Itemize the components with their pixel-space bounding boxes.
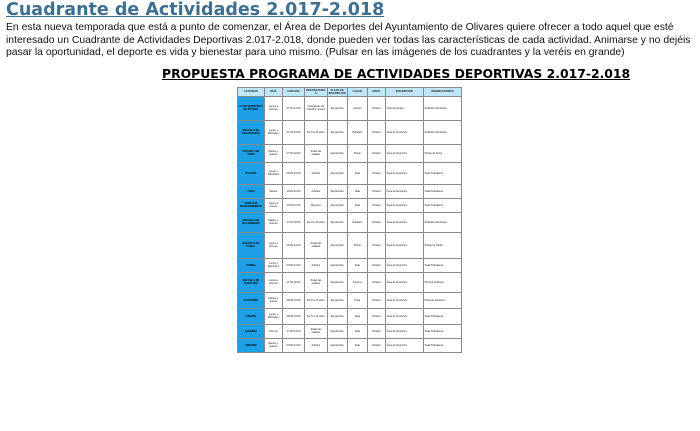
cell-hours: 16:00-21:00 [282, 232, 304, 258]
cell-target: Adultos [305, 162, 327, 184]
cell-deadline: Septiembre [327, 120, 347, 144]
cell-notes: Pistas de Pádel [423, 232, 461, 258]
cell-notes: Sala Polivalente [423, 184, 461, 198]
column-header: INICIO [367, 88, 385, 97]
schedule-rows [238, 96, 462, 352]
cell-days: Lunes a Jueves [264, 198, 282, 212]
cell-place: Pabellón [347, 212, 367, 232]
column-header: DESTINATARIOS [306, 88, 326, 95]
cell-start: Octubre [367, 120, 385, 144]
cell-activity: ATLETISMO [238, 292, 265, 308]
cell-days: Lunes a Viernes [264, 272, 282, 292]
intro-text: En esta nueva temporada que está a punto de comenzar, el Área de Deportes del Ayuntamiento de Olivares quiere ofrecer a todo aquel que esté interesado un Cuadrante de Actividades Deportivas 2.017-2.018, donde pueden ver todas las características de cada actividad. Animarse y no dejéis pasar la oportunidad, el deporte es vida y bienestar para uno mismo. (Pulsar en las imágenes de los cuadrantes y la veréis en grande) [6, 22, 691, 59]
cell-signup: Área de Deportes [385, 308, 423, 324]
cell-signup: Club Deportivo [385, 96, 423, 120]
cell-place: Pista [347, 292, 367, 308]
schedule-title: PROPUESTA PROGRAMA DE ACTIVIDADES DEPORTIVAS 2.017-2.018 [162, 66, 631, 81]
cell-place: Sala [347, 308, 367, 324]
cell-activity: AJEDREZ [238, 324, 265, 338]
column-header: INSCRIPCIÓN [385, 88, 423, 97]
cell-target: Todas las edades [305, 232, 327, 258]
schedule-header-row [238, 88, 462, 97]
column-header: HORARIO [282, 88, 304, 97]
cell-place: Pabellón [347, 120, 367, 144]
cell-days: Lunes a Viernes [264, 96, 282, 120]
cell-signup: Área de Deportes [385, 144, 423, 162]
cell-days: Lunes y Miércoles [264, 162, 282, 184]
cell-notes: Sala Polivalente [423, 324, 461, 338]
cell-signup: Área de Deportes [385, 232, 423, 258]
table-row [238, 96, 462, 120]
cell-place: Sala [347, 184, 367, 198]
cell-start: Octubre [367, 144, 385, 162]
cell-days: Martes y Jueves [264, 338, 282, 352]
table-row [238, 338, 462, 352]
column-header: DÍAS [264, 88, 282, 97]
cell-target: De 6 a 16 años [305, 120, 327, 144]
table-row [238, 232, 462, 258]
cell-deadline: Septiembre [327, 162, 347, 184]
cell-activity: KÁRATE [238, 308, 265, 324]
cell-place: Sala [347, 324, 367, 338]
cell-signup: Área de Deportes [385, 292, 423, 308]
cell-start: Octubre [367, 258, 385, 272]
cell-hours: 17:00-20:00 [282, 272, 304, 292]
cell-start: Octubre [367, 308, 385, 324]
cell-deadline: Septiembre [327, 308, 347, 324]
table-row [238, 144, 462, 162]
schedule-image[interactable] [162, 66, 631, 353]
cell-notes: Pistas de Tenis [423, 144, 461, 162]
cell-target: De 5 a 14 años [305, 308, 327, 324]
cell-place: Piscina [347, 272, 367, 292]
cell-signup: Área de Deportes [385, 162, 423, 184]
table-row [238, 120, 462, 144]
cell-target: Mayores [305, 198, 327, 212]
table-row [238, 272, 462, 292]
table-row [238, 184, 462, 198]
cell-notes: Pista de Atletismo [423, 292, 461, 308]
cell-deadline: Septiembre [327, 184, 347, 198]
cell-place: Campo [347, 96, 367, 120]
cell-deadline: Septiembre [327, 324, 347, 338]
cell-hours: 20:00-21:00 [282, 338, 304, 352]
cell-days: Lunes y Miércoles [264, 258, 282, 272]
schedule-table [237, 87, 462, 353]
cell-activity: ESCUELA DE TENIS [238, 144, 265, 162]
cell-target: De 8 a 16 años [305, 292, 327, 308]
cell-start: Octubre [367, 162, 385, 184]
table-row [238, 292, 462, 308]
cell-notes: Pabellón Municipal [423, 212, 461, 232]
cell-deadline: Septiembre [327, 338, 347, 352]
cell-activity: CLUB DEPORTIVO DE FÚTBOL [238, 96, 265, 120]
cell-notes: Piscina Cubierta [423, 272, 461, 292]
cell-target: Todas las edades [305, 144, 327, 162]
cell-hours: 17:00-19:00 [282, 120, 304, 144]
column-header: LUGAR [347, 88, 367, 97]
cell-target: Todas las edades [305, 324, 327, 338]
cell-deadline: Septiembre [327, 232, 347, 258]
cell-activity: PILATES [238, 162, 265, 184]
cell-place: Pistas [347, 144, 367, 162]
cell-days: Martes y Jueves [264, 144, 282, 162]
cell-start: Octubre [367, 212, 385, 232]
cell-deadline: Septiembre [327, 198, 347, 212]
cell-activity: GIMNASIA MANTENIMIENTO [238, 198, 265, 212]
cell-days: Lunes y Miércoles [264, 120, 282, 144]
table-row [238, 162, 462, 184]
cell-place: Sala [347, 338, 367, 352]
cell-activity: ZUMBA [238, 258, 265, 272]
cell-signup: Área de Deportes [385, 198, 423, 212]
cell-deadline: Septiembre [327, 96, 347, 120]
cell-notes: Pabellón Municipal [423, 96, 461, 120]
cell-deadline: Septiembre [327, 292, 347, 308]
cell-hours: 19:00-20:00 [282, 184, 304, 198]
cell-notes: Sala Polivalente [423, 308, 461, 324]
cell-hours: 18:00-19:00 [282, 308, 304, 324]
cell-start: Octubre [367, 232, 385, 258]
cell-days: Viernes [264, 324, 282, 338]
cell-notes: Sala Polivalente [423, 162, 461, 184]
cell-target: Categorías de Infantil a Juvenil [305, 96, 327, 120]
cell-deadline: Septiembre [327, 272, 347, 292]
cell-place: Sala [347, 198, 367, 212]
cell-hours: 17:00-20:00 [282, 144, 304, 162]
cell-target: De 8 a 14 años [305, 212, 327, 232]
cell-start: Octubre [367, 292, 385, 308]
cell-days: Martes y Jueves [264, 212, 282, 232]
cell-hours: 09:00-10:00 [282, 162, 304, 184]
cell-notes: Sala Polivalente [423, 338, 461, 352]
cell-hours: 17:00-21:00 [282, 96, 304, 120]
cell-start: Octubre [367, 184, 385, 198]
column-header: ACTIVIDAD [238, 88, 265, 97]
cell-deadline: Septiembre [327, 144, 347, 162]
cell-hours: 20:00-21:00 [282, 258, 304, 272]
cell-start: Octubre [367, 338, 385, 352]
cell-days: Martes y Jueves [264, 292, 282, 308]
table-row [238, 308, 462, 324]
cell-hours: 17:00-18:30 [282, 212, 304, 232]
cell-days: Martes [264, 184, 282, 198]
cell-hours: 10:00-11:00 [282, 198, 304, 212]
cell-activity: YOGA [238, 184, 265, 198]
cell-place: Pistas [347, 232, 367, 258]
cell-hours: 18:00-19:30 [282, 292, 304, 308]
cell-target: Adultos [305, 258, 327, 272]
cell-place: Sala [347, 162, 367, 184]
cell-signup: Área de Deportes [385, 324, 423, 338]
table-row [238, 198, 462, 212]
cell-deadline: Septiembre [327, 212, 347, 232]
cell-notes: Pabellón Municipal [423, 120, 461, 144]
column-header: PLAZO DE INSCRIPCIÓN [328, 88, 346, 95]
cell-target: Todas las edades [305, 272, 327, 292]
cell-activity: AEROBIC [238, 338, 265, 352]
column-header: OBSERVACIONES [423, 88, 461, 97]
cell-place: Sala [347, 258, 367, 272]
cell-signup: Área de Deportes [385, 338, 423, 352]
cell-notes: Sala Polivalente [423, 258, 461, 272]
page-title[interactable]: Cuadrante de Actividades 2.017-2.018 [6, 0, 385, 20]
cell-signup: Área de Deportes [385, 120, 423, 144]
cell-deadline: Septiembre [327, 258, 347, 272]
cell-start: Octubre [367, 324, 385, 338]
cell-target: Adultos [305, 184, 327, 198]
cell-signup: Área de Deportes [385, 258, 423, 272]
cell-days: Lunes a Viernes [264, 232, 282, 258]
cell-days: Lunes y Miércoles [264, 308, 282, 324]
cell-start: Octubre [367, 198, 385, 212]
cell-signup: Área de Deportes [385, 212, 423, 232]
cell-activity: ESCUELA DE BALONMANO [238, 212, 265, 232]
cell-start: Octubre [367, 272, 385, 292]
cell-start: Octubre [367, 96, 385, 120]
cell-target: Adultos [305, 338, 327, 352]
cell-activity: ESCUELA DE BALONCESTO [238, 120, 265, 144]
cell-notes: Sala Polivalente [423, 198, 461, 212]
cell-hours: 17:00-19:00 [282, 324, 304, 338]
table-row [238, 324, 462, 338]
cell-activity: ESCUELA DE PÁDEL [238, 232, 265, 258]
table-row [238, 258, 462, 272]
cell-activity: ESCUELA DE NATACIÓN [238, 272, 265, 292]
table-row [238, 212, 462, 232]
cell-signup: Área de Deportes [385, 272, 423, 292]
cell-signup: Área de Deportes [385, 184, 423, 198]
